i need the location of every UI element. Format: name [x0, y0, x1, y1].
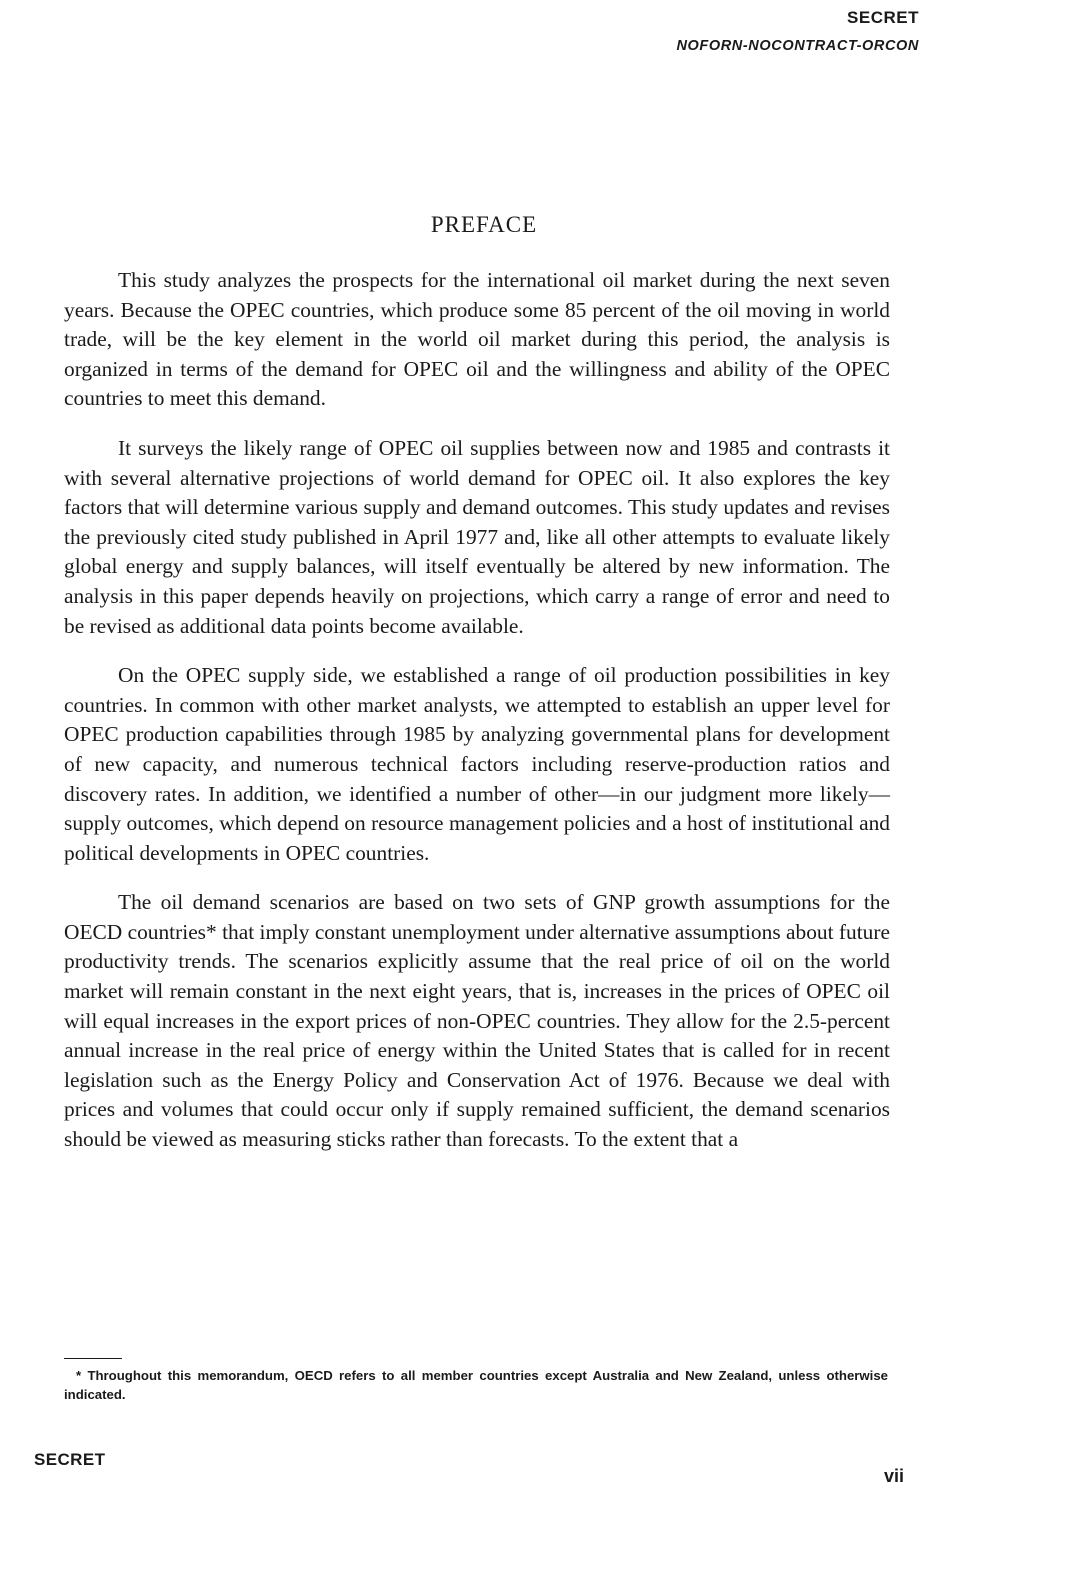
footnote: * Throughout this memorandum, OECD refers to all member countries except Australia and New Zealand, unless otherwise indicated. — [64, 1368, 888, 1402]
page-number: vii — [883, 1466, 904, 1486]
footer-classification: SECRET — [34, 1450, 106, 1469]
paragraph-demand-scenarios: The oil demand scenarios are based on two sets of GNP growth assumptions for the OECD countries* that imply constant unemployment under alternative assumptions about future productivity trends. The scenarios explicitly assume that the real price of oil on the world market will remain constant in the next eight years, that is, increases in the prices of OPEC oil will equal increases in the export prices of non-OPEC countries. They allow for the 2.5-percent annual increase in the real price of energy within the United States that is called for in recent legislation such as the Energy Policy and Conservation Act of 1976. Because we deal with prices and volumes that could occur only if supply remained sufficient, the demand scenarios should be viewed as measuring sticks rather than forecasts. To the extent that a — [64, 890, 890, 1152]
preface-body — [64, 266, 890, 1175]
paragraph-scope: This study analyzes the prospects for the international oil market during the next seven years. Because the OPEC countries, which produce some 85 percent of the oil moving in world trade, will be the key element in the world oil market during this period, the analysis is organized in terms of the demand for OPEC oil and the willingness and ability of the OPEC countries to meet this demand. — [64, 268, 890, 411]
header-dissemination-controls: NOFORN-NOCONTRACT-ORCON — [676, 38, 919, 54]
footnote-divider — [64, 1358, 122, 1359]
paragraph-supply-side: On the OPEC supply side, we established a range of oil production possibilities in key countries. In common with other market analysts, we attempted to establish an upper level for OPEC production capabilities through 1985 by analyzing governmental plans for development of new capacity, and numerous technical factors including reserve-production ratios and discovery rates. In addition, we identified a number of other—in our judgment more likely—supply outcomes, which depend on resource management policies and a host of institutional and political developments in OPEC countries. — [64, 663, 890, 865]
page-title: PREFACE — [430, 212, 538, 237]
paragraph-survey: It surveys the likely range of OPEC oil supplies between now and 1985 and contrasts it with several alternative projections of world demand for OPEC oil. It also explores the key factors that will determine various supply and demand outcomes. This study updates and revises the previously cited study published in April 1977 and, like all other attempts to evaluate likely global energy and supply balances, will itself eventually be altered by new information. The analysis in this paper depends heavily on projections, which carry a range of error and need to be revised as additional data points become available. — [64, 435, 890, 638]
header-classification: SECRET — [847, 8, 919, 27]
